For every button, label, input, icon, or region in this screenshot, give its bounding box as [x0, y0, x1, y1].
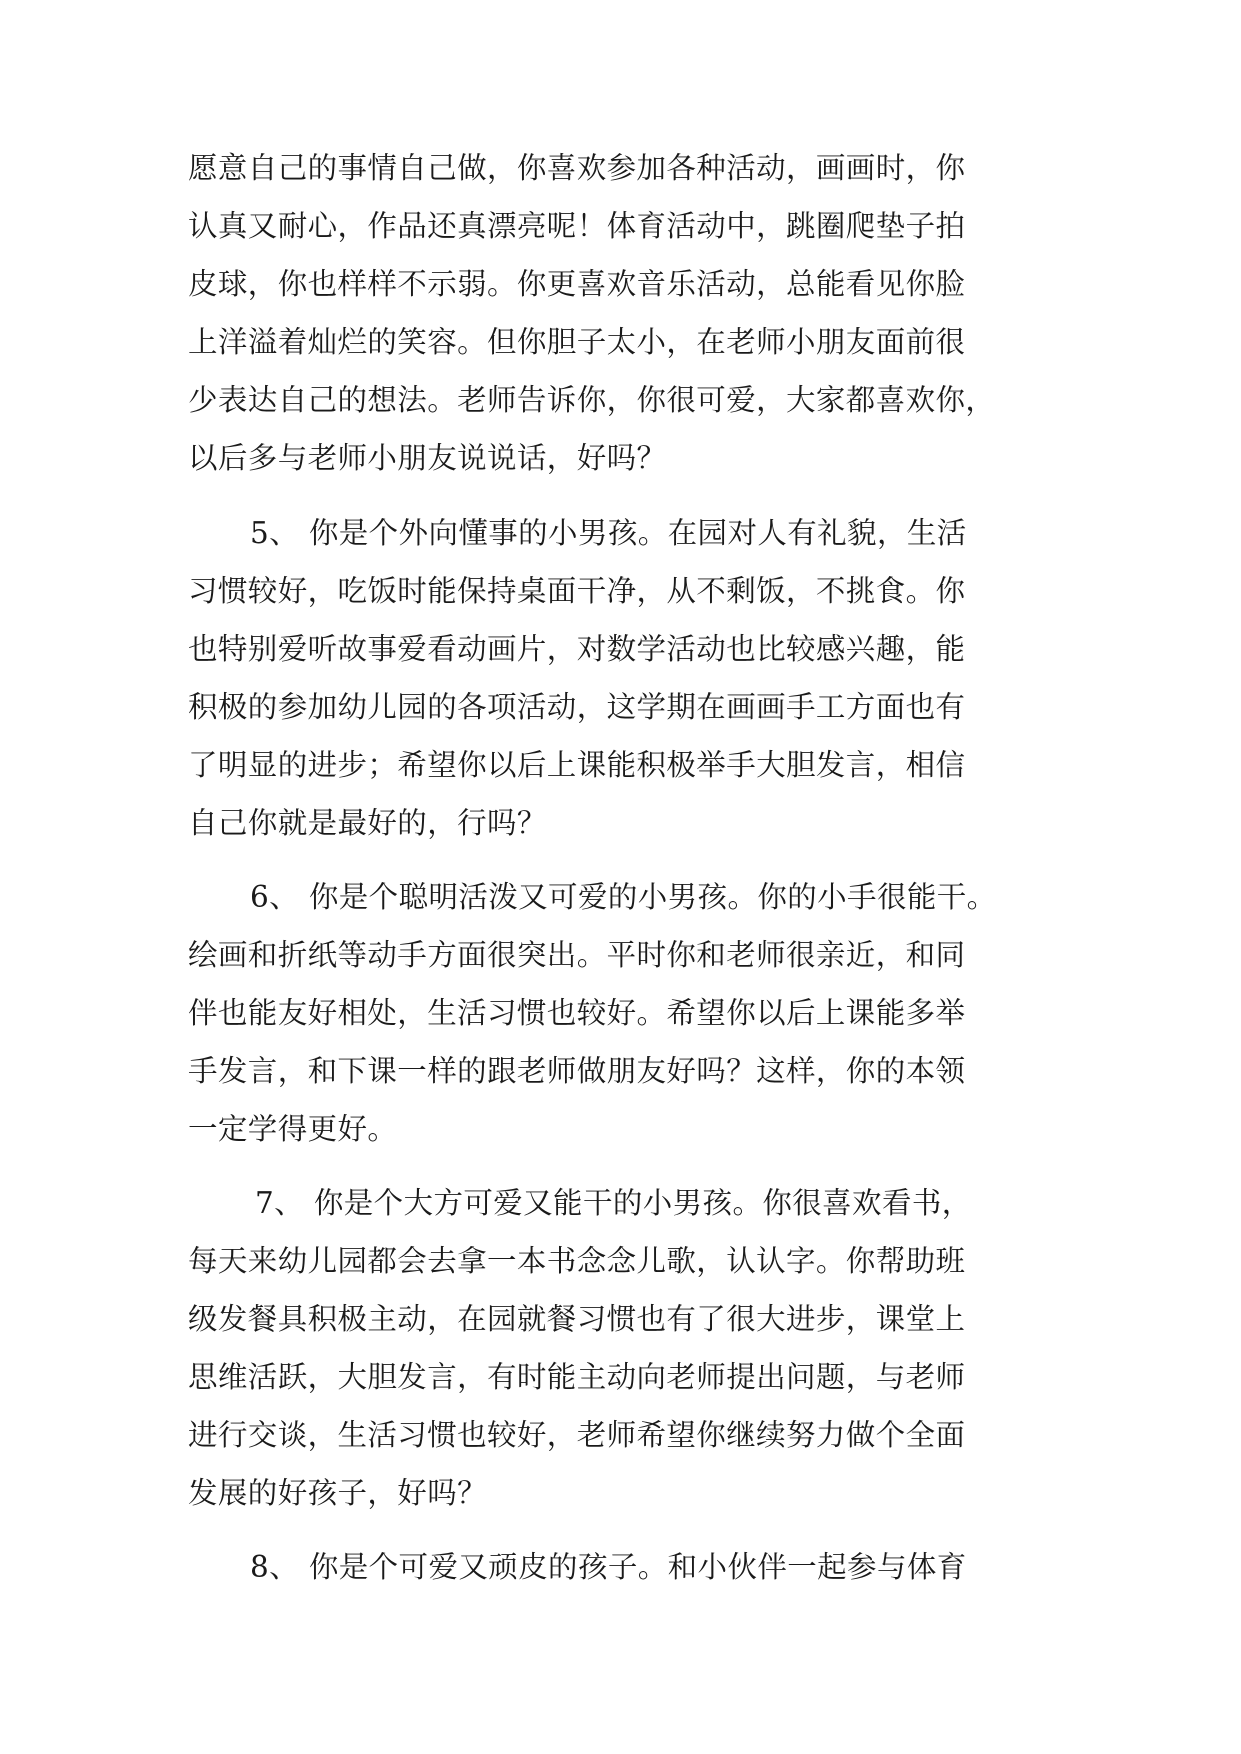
text-line: 每天来幼儿园都会去拿一本书念念儿歌，认认字。你帮助班: [188, 1244, 966, 1278]
text-line: 积极的参加幼儿园的各项活动，这学期在画画手工方面也有: [188, 690, 966, 724]
text-line: 也特别爱听故事爱看动画片，对数学活动也比较感兴趣，能: [188, 632, 966, 666]
text-line: 思维活跃，大胆发言，有时能主动向老师提出问题，与老师: [188, 1360, 966, 1394]
text-line: 皮球，你也样样不示弱。你更喜欢音乐活动，总能看见你脸: [188, 267, 966, 301]
text-line: 绘画和折纸等动手方面很突出。平时你和老师很亲近，和同: [188, 938, 966, 972]
text-line: 一定学得更好。: [188, 1112, 398, 1146]
text-line: 少表达自己的想法。老师告诉你，你很可爱，大家都喜欢你，: [188, 383, 996, 417]
text-line: 了明显的进步；希望你以后上课能积极举手大胆发言，相信: [188, 748, 966, 782]
paragraph-first-line: 6、 你是个聪明活泼又可爱的小男孩。你的小手很能干。: [250, 880, 997, 914]
text-line: 认真又耐心，作品还真漂亮呢！体育活动中，跳圈爬垫子拍: [188, 209, 966, 243]
text-line: 习惯较好，吃饭时能保持桌面干净，从不剩饭，不挑食。你: [188, 574, 966, 608]
text-line: 以后多与老师小朋友说说话，好吗？: [188, 441, 667, 475]
paragraph-first-line: 5、 你是个外向懂事的小男孩。在园对人有礼貌，生活: [250, 516, 967, 550]
text-line: 进行交谈，生活习惯也较好，老师希望你继续努力做个全面: [188, 1418, 966, 1452]
text-line: 手发言，和下课一样的跟老师做朋友好吗？这样，你的本领: [188, 1054, 966, 1088]
text-line: 自己你就是最好的，行吗？: [188, 806, 547, 840]
text-line: 伴也能友好相处，生活习惯也较好。希望你以后上课能多举: [188, 996, 966, 1030]
text-line: 级发餐具积极主动，在园就餐习惯也有了很大进步，课堂上: [188, 1302, 966, 1336]
text-line: 愿意自己的事情自己做，你喜欢参加各种活动，画画时，你: [188, 151, 966, 185]
text-line: 发展的好孩子，好吗？: [188, 1476, 488, 1510]
text-line: 上洋溢着灿烂的笑容。但你胆子太小，在老师小朋友面前很: [188, 325, 966, 359]
paragraph-first-line: 7、 你是个大方可爱又能干的小男孩。你很喜欢看书，: [255, 1186, 972, 1220]
paragraph-first-line: 8、 你是个可爱又顽皮的孩子。和小伙伴一起参与体育: [250, 1550, 967, 1584]
